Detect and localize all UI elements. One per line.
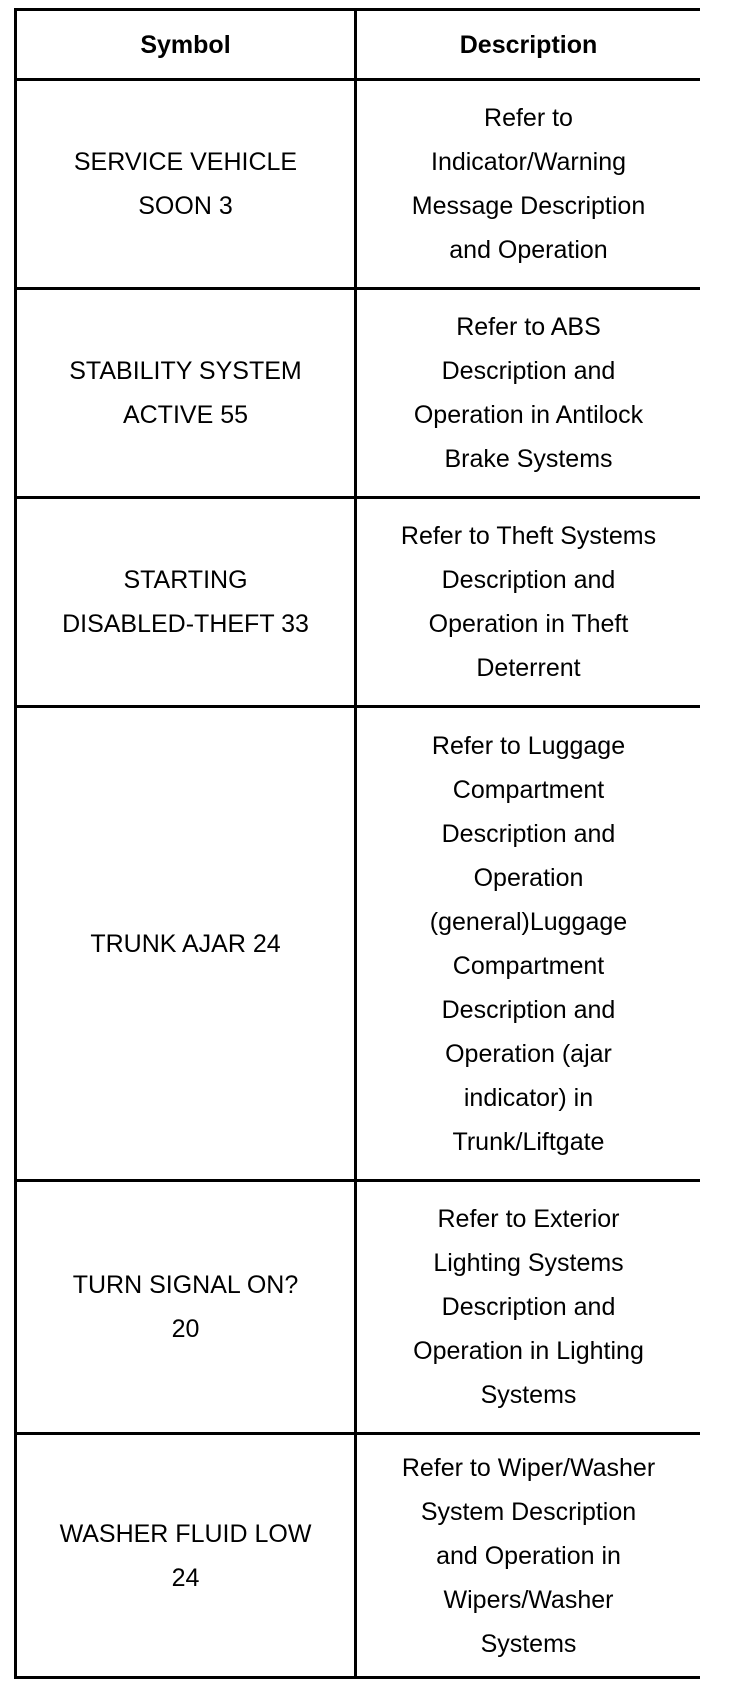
table-row [17, 708, 700, 1182]
table-row [17, 1435, 700, 1676]
symbol-cell: WASHER FLUID LOW 24 [17, 1435, 357, 1676]
symbol-cell: STARTING DISABLED-THEFT 33 [17, 499, 357, 705]
table-row [17, 290, 700, 499]
description-cell: Refer to Wiper/Washer System Description and Operation in Wipers/Washer Systems [401, 1453, 656, 1658]
description-cell: Refer to ABS Description and Operation in Antilock Brake Systems [413, 313, 644, 473]
header-description: Description [459, 30, 598, 59]
header-symbol: Symbol [17, 11, 357, 78]
symbol-cell: TURN SIGNAL ON? 20 [17, 1182, 357, 1432]
symbol-cell: STABILITY SYSTEM ACTIVE 55 [17, 290, 357, 496]
symbol-description-table [14, 8, 700, 1679]
table-header-row [17, 11, 700, 81]
symbol-cell: TRUNK AJAR 24 [17, 708, 357, 1179]
symbol-cell: SERVICE VEHICLE SOON 3 [17, 81, 357, 287]
table-row [17, 81, 700, 290]
description-cell: Refer to Luggage Compartment Description and Operation (general)Luggage Compartment Description and Operation (ajar indicator) in Trunk/Liftgate [429, 731, 628, 1156]
table-row [17, 1182, 700, 1435]
description-cell: Refer to Indicator/Warning Message Description and Operation [411, 104, 646, 264]
table-row [17, 499, 700, 708]
description-cell: Refer to Exterior Lighting Systems Description and Operation in Lighting Systems [413, 1205, 644, 1409]
description-cell: Refer to Theft Systems Description and Operation in Theft Deterrent [400, 522, 657, 682]
